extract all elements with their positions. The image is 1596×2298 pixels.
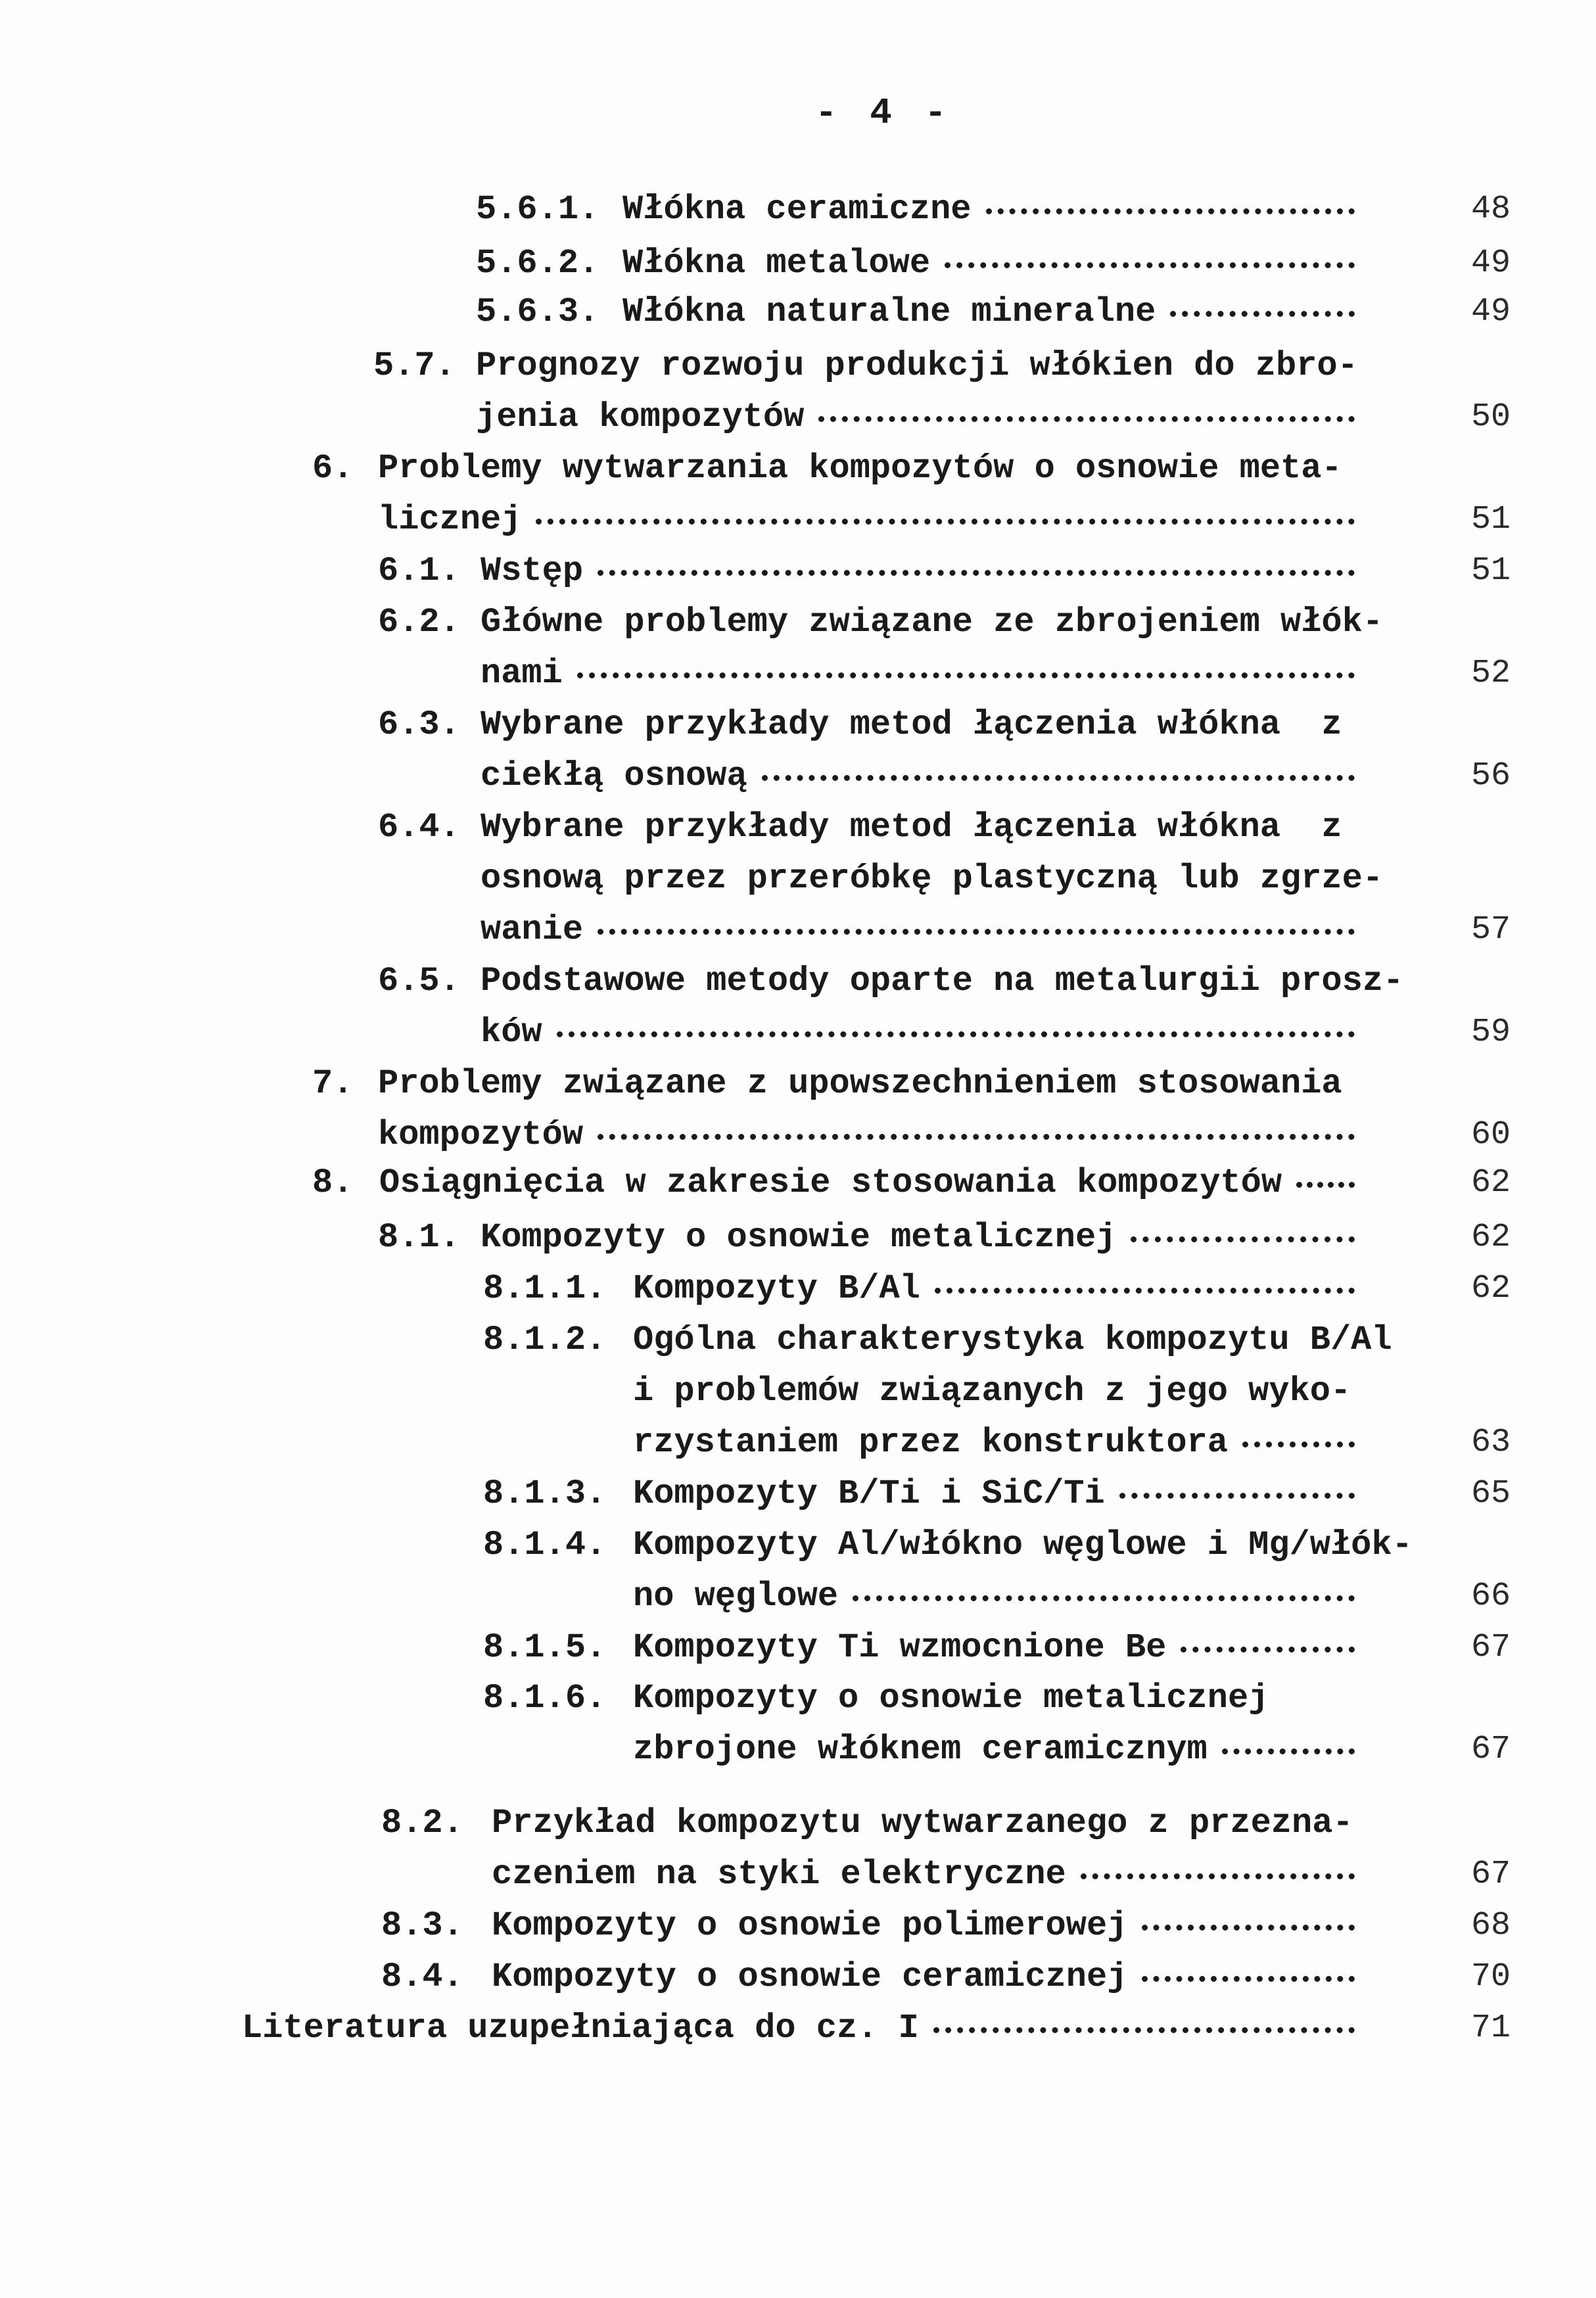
dot-leader (935, 1268, 1355, 1294)
toc-entry-number: 5.6.3. (476, 292, 599, 331)
dot-leader (1222, 1729, 1355, 1754)
toc-entry-title-text: ciekłą osnową (481, 756, 747, 795)
toc-entry-title-text: osnową przez przeróbkę plastyczną lub zgrze- (481, 858, 1384, 898)
toc-entry-title-text: Włókna ceramiczne (622, 189, 972, 229)
toc-entry-page: 62 (1471, 1269, 1511, 1307)
toc-entry-title-text: wanie (481, 910, 584, 949)
toc-entry-page: 66 (1471, 1577, 1511, 1615)
dot-leader (762, 755, 1355, 781)
toc-entry-title-text: Główne problemy związane ze zbrojeniem włók- (481, 602, 1384, 642)
toc-entry-number: 5.6.2. (476, 244, 599, 283)
toc-entry-title-line (378, 1114, 1355, 1156)
dot-leader (577, 653, 1355, 678)
toc-entry-page: 65 (1471, 1474, 1511, 1512)
toc-entry-number: 8. (312, 1163, 354, 1203)
toc-entry-title-text: Kompozyty o osnowie metalicznej (481, 1217, 1117, 1257)
toc-entry-title-line (481, 653, 1355, 695)
toc-entry-title-text: Przykład kompozytu wytwarzanego z przezna- (492, 1803, 1353, 1842)
toc-entry-title-text: Kompozyty o osnowie ceramicznej (492, 1957, 1128, 1996)
toc-entry-number: 6.3. (378, 705, 460, 744)
toc-entry-title-line (622, 189, 1355, 231)
toc-entry-title-text: Ogólna charakterystyka kompozytu B/Al (633, 1320, 1392, 1359)
toc-entry-title-line (481, 550, 1355, 592)
toc-entry-title-text: Włókna naturalne mineralne (622, 292, 1156, 331)
toc-entry-title-line (492, 1802, 1353, 1844)
toc-entry-number: 8.4. (381, 1957, 463, 1996)
dot-leader (1242, 1422, 1355, 1447)
toc-entry-page: 63 (1471, 1423, 1511, 1461)
toc-entry-title-text: Włókna metalowe (622, 244, 931, 283)
toc-entry-title-line (378, 1063, 1342, 1105)
toc-entry-number: 8.1.2. (483, 1320, 607, 1359)
toc-entry-title-line (481, 858, 1383, 900)
toc-entry-title-text: licznej (378, 500, 522, 539)
toc-entry-title-line (492, 1905, 1355, 1947)
toc-entry-number: 8.2. (381, 1803, 463, 1842)
toc-entry-number: 6.4. (378, 807, 460, 847)
dot-leader (1181, 1627, 1355, 1653)
toc-entry-title-line (379, 1162, 1355, 1204)
dot-leader (1142, 1905, 1355, 1931)
toc-entry-title-line (476, 345, 1358, 387)
toc-entry-title-line (481, 807, 1342, 849)
toc-entry-number: 8.1.5. (483, 1628, 607, 1667)
toc-entry-title-text: Kompozyty Al/włókno węglowe i Mg/włók- (633, 1525, 1413, 1564)
toc-entry-title-line (633, 1268, 1355, 1310)
toc-entry-page: 62 (1471, 1218, 1511, 1256)
dot-leader (1142, 1956, 1355, 1982)
toc-entry-title-line (378, 499, 1355, 541)
toc-entry-page: 68 (1471, 1906, 1511, 1944)
toc-entry-page: 67 (1471, 1628, 1511, 1666)
toc-entry-page: 57 (1471, 910, 1511, 949)
toc-entry-title-text: Prognozy rozwoju produkcji włókien do zbro- (476, 346, 1358, 385)
toc-entry-page: 67 (1471, 1855, 1511, 1893)
dot-leader (598, 1114, 1355, 1140)
dot-leader (986, 189, 1355, 214)
toc-entry-title-text: no węglowe (633, 1576, 839, 1616)
toc-entry-title-text: rzystaniem przez konstruktora (633, 1422, 1228, 1462)
toc-entry-title-line (633, 1627, 1355, 1669)
toc-entry-title-text: Kompozyty B/Ti i SiC/Ti (633, 1474, 1105, 1513)
toc-entry-page: 51 (1471, 551, 1511, 590)
toc-entry-title-line (633, 1576, 1355, 1618)
toc-entry-page: 49 (1471, 245, 1511, 283)
toc-entry-title-line (378, 448, 1342, 490)
toc-entry-page: 50 (1471, 398, 1511, 436)
toc-entry-page: 51 (1471, 500, 1511, 538)
toc-entry-title-line (476, 396, 1355, 438)
toc-entry-number: 5.7. (373, 346, 456, 385)
dot-leader (1131, 1217, 1355, 1242)
dot-leader (536, 499, 1355, 525)
toc-entry-title-text: Wybrane przykłady metod łączenia włókna z (481, 705, 1342, 744)
dot-leader (945, 243, 1355, 268)
toc-entry-page: 49 (1471, 293, 1511, 331)
toc-entry-title-line (633, 1422, 1355, 1464)
toc-entry-title-line (481, 601, 1383, 644)
toc-entry-number: 8.1.6. (483, 1679, 607, 1718)
toc-entry-number: 8.1. (378, 1217, 460, 1257)
toc-entry-title-line (242, 2007, 1355, 2050)
dot-leader (933, 2007, 1355, 2033)
toc-entry-number: 6.1. (378, 551, 460, 590)
toc-entry-title-line (481, 1217, 1355, 1259)
toc-entry-page: 62 (1471, 1164, 1511, 1202)
toc-entry-number: 7. (312, 1064, 354, 1103)
toc-entry-page: 52 (1471, 654, 1511, 692)
toc-entry-title-line (481, 1012, 1355, 1054)
toc-entry-title-line (492, 1956, 1355, 1998)
toc-entry-number: 6.5. (378, 961, 460, 1000)
toc-entry-title-line (633, 1319, 1392, 1361)
toc-entry-number: 8.3. (381, 1906, 463, 1945)
toc-entry-title-text: zbrojone włóknem ceramicznym (633, 1730, 1208, 1770)
toc-entry-title-line (633, 1371, 1351, 1413)
toc-entry-title-line (481, 960, 1403, 1002)
toc-entry-title-text: kompozytów (378, 1115, 584, 1154)
toc-entry-number: 8.1.3. (483, 1474, 607, 1513)
toc-entry-title-text: Problemy związane z upowszechnieniem stosowania (378, 1064, 1342, 1103)
toc-entry-number: 6. (312, 448, 354, 488)
toc-entry-title-text: Literatura uzupełniająca do cz. I (242, 2008, 919, 2048)
dot-leader (598, 550, 1355, 576)
toc-entry-title-text: jenia kompozytów (476, 397, 805, 436)
toc-entry-title-line (622, 243, 1355, 285)
toc-entry-number: 5.6.1. (476, 189, 599, 229)
dot-leader (1296, 1162, 1355, 1188)
toc-entry-page: 71 (1471, 2009, 1511, 2047)
toc-entry-number: 8.1.4. (483, 1525, 607, 1564)
toc-entry-title-line (481, 704, 1342, 746)
dot-leader (1119, 1473, 1355, 1499)
toc-entry-page: 70 (1471, 1958, 1511, 1996)
toc-entry-title-text: Osiągnięcia w zakresie stosowania kompozytów (379, 1163, 1282, 1203)
toc-entry-number: 6.2. (378, 602, 460, 642)
page-number-header: - 4 - (815, 92, 952, 134)
toc-entry-title-line (633, 1473, 1355, 1515)
dot-leader (853, 1576, 1355, 1601)
toc-entry-title-text: Kompozyty Ti wzmocnione Be (633, 1628, 1167, 1667)
toc-entry-page: 60 (1471, 1115, 1511, 1154)
toc-entry-title-text: Kompozyty o osnowie metalicznej (633, 1679, 1269, 1718)
toc-entry-title-line (492, 1854, 1355, 1896)
dot-leader (598, 909, 1355, 935)
toc-entry-page: 56 (1471, 757, 1511, 795)
dot-leader (818, 396, 1355, 422)
toc-entry-title-text: Wybrane przykłady metod łączenia włókna z (481, 807, 1342, 847)
toc-entry-title-text: Problemy wytwarzania kompozytów o osnowie meta- (378, 448, 1342, 488)
toc-entry-title-text: nami (481, 653, 563, 693)
toc-entry-title-text: czeniem na styki elektryczne (492, 1854, 1066, 1894)
toc-entry-title-line (481, 909, 1355, 951)
toc-entry-page: 67 (1471, 1731, 1511, 1769)
toc-entry-page: 48 (1471, 190, 1511, 228)
dot-leader (1170, 291, 1355, 317)
toc-entry-title-line (633, 1524, 1413, 1566)
toc-entry-title-text: Kompozyty o osnowie polimerowej (492, 1906, 1128, 1945)
toc-entry-title-line (633, 1729, 1355, 1771)
toc-entry-title-text: Kompozyty B/Al (633, 1269, 920, 1308)
toc-entry-title-line (633, 1677, 1269, 1720)
toc-entry-title-line (481, 755, 1355, 797)
toc-entry-title-text: Podstawowe metody oparte na metalurgii prosz- (481, 961, 1404, 1000)
toc-entry-title-text: ków (481, 1012, 542, 1052)
toc-entry-page: 59 (1471, 1013, 1511, 1051)
dot-leader (1081, 1854, 1355, 1879)
toc-entry-number: 8.1.1. (483, 1269, 607, 1308)
toc-entry-title-text: i problemów związanych z jego wyko- (633, 1371, 1351, 1411)
toc-entry-title-line (622, 291, 1355, 333)
toc-entry-title-text: Wstęp (481, 551, 584, 590)
dot-leader (557, 1012, 1355, 1037)
